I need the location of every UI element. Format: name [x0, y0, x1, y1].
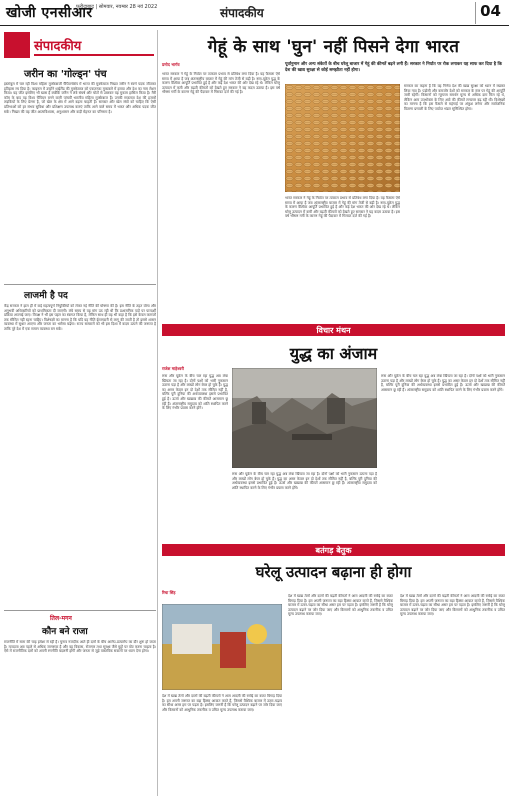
main-body-right: सरकार का कहना है कि यह निर्णय देश की खाद्य सुरक्षा को ध्यान में रखकर लिया गया है। पड़ोसी और कमजोर देशों को सरकार के स्तर पर गेहूं की आपूर्ति जारी रहेगी। किसानों को न्यूनतम समर्थन मूल्य से अधिक दाम मिल रहे थे, लेकिन आम उपभोक्ता के लिए आटे की कीमतें लगातार बढ़ रही थीं। विशेषज्ञों का मानना है कि इस फैसले से महंगाई पर अंकुश लगेगा और सार्वजनिक वितरण प्रणाली के लिए पर्याप्त भंडार सुनिश्चित होगा।: [404, 84, 505, 111]
vichar-headline: युद्ध का अंजाम: [289, 344, 378, 363]
column-body: राजनीति में सत्ता की चाह हमेशा से रही है। चुनाव नजदीक आते ही दलों के बीच आरोप-प्रत्यारोप का दौर शुरू हो जाता है। मतदाता अब पहले से अधिक जागरूक है और वह विकास, रोजगार तथा सुरक्षा जैसे मुद्दों पर वोट करना चाहता है। ऐसे में राजनीतिक दलों को अपनी रणनीति बदलनी होगी और जनता से जुड़े वास्तविक सवालों पर ध्यान देना होगा।: [4, 640, 156, 654]
divider: [4, 610, 156, 611]
vichar-byline: राजेश माहेश्वरी: [162, 366, 184, 371]
batangad-banner: [162, 544, 505, 556]
vichar-body-right: रूस और यूक्रेन के बीच चल रहा युद्ध अब लंबा खिंचता जा रहा है। दोनों पक्षों को भारी नुकसान उठाना पड़ा है और लाखों लोग बेघर हो चुके हैं। युद्ध का असर केवल इन दो देशों तक सीमित नहीं है, बल्कि पूरी दुनिया की अर्थव्यवस्था इससे प्रभावित हुई है। ऊर्जा और खाद्यान्न की कीमतें आसमान छू रही हैं। अंतरराष्ट्रीय समुदाय को शांति स्थापित करने के लिए गंभीर प्रयास करने होंगे।: [381, 374, 505, 392]
batangad-headline: घरेलू उत्पादन बढ़ाना ही होगा: [255, 563, 412, 581]
editorial-color-block: [4, 32, 30, 58]
column-rule: [157, 30, 158, 796]
editorial-label: संपादकीय: [34, 39, 82, 54]
main-body-left: भारत सरकार ने गेहूं के निर्यात पर तत्काल प्रभाव से प्रतिबंध लगा दिया है। यह फैसला ऐसे समय में आया है जब अंतरराष्ट्रीय बाजार में गेहूं की मांग तेजी से बढ़ी है। रूस-यूक्रेन युद्ध के कारण वैश्विक आपूर्ति प्रभावित हुई है और कई देश भारत की ओर देख रहे थे। लेकिन घरेलू उत्पादन में कमी और बढ़ती कीमतों को देखते हुए सरकार ने यह कदम उठाया है। इस वर्ष भीषण गर्मी के कारण गेहूं की पैदावार में गिरावट दर्ज की गई है।: [162, 72, 280, 95]
editorial-lead-body: इस्तांबुल में चल रही विश्व महिला मुक्केबाजी चैंपियनशिप में भारत की मुक्केबाज निखत जरीन ने स्वर्ण पदक जीतकर इतिहास रच दिया है। फाइनल में उन्होंने थाईलैंड की मुक्केबाज को एकतरफा मुकाबले में हराया और देश का नाम रोशन किया। यह जीत इसलिए भी खास है क्योंकि जरीन ने लंबे संघर्ष और चोटों से उबरकर यह मुकाम हासिल किया है। मैरी कॉम के बाद वह विश्व चैंपियन बनने वाली पांचवीं भारतीय महिला मुक्केबाज हैं। उनकी सफलता देश की हजारों लड़कियों के लिए प्रेरणा है, जो खेल के क्षेत्र में आगे बढ़ना चाहती हैं। सरकार और खेल संघों को चाहिए कि ऐसी प्रतिभाओं को हर संभव सुविधा और प्रशिक्षण उपलब्ध कराएं ताकि आने वाले समय में भारत और अधिक पदक जीत सके। निखत की यह जीत आत्मविश्वास, अनुशासन और कड़ी मेहनत का परिणाम है।: [4, 82, 156, 114]
vichar-banner: [162, 324, 505, 336]
editorial-underline: [34, 54, 154, 56]
main-headline: गेहूं के साथ 'घुन' नहीं पिसने देगा भारत: [207, 37, 460, 57]
batangad-byline: रिचा सिंह: [162, 590, 176, 595]
column-label: तिल-मगन: [50, 615, 72, 622]
dateline: फरीदाबाद | सोमवार, नवम्बर 28 नवं 2022: [76, 4, 158, 10]
vichar-banner-label: विचार मंथन: [316, 326, 351, 335]
farming-image: [162, 604, 282, 690]
vichar-body-center: रूस और यूक्रेन के बीच चल रहा युद्ध अब लंबा खिंचता जा रहा है। दोनों पक्षों को भारी नुकसान उठाना पड़ा है और लाखों लोग बेघर हो चुके हैं। युद्ध का असर केवल इन दो देशों तक सीमित नहीं है, बल्कि पूरी दुनिया की अर्थव्यवस्था इससे प्रभावित हुई है। ऊर्जा और खाद्यान्न की कीमतें आसमान छू रही हैं। अंतरराष्ट्रीय समुदाय को शांति स्थापित करने के लिए गंभीर प्रयास करने होंगे।: [232, 472, 377, 490]
page-number: 04: [475, 2, 505, 24]
divider: [4, 284, 156, 285]
section-title: संपादकीय: [220, 6, 264, 20]
main-deck: पूर्वानुमान और अन्य संकेतों के बीच घरेलू बाजार में गेहूं की कीमतें बढ़ने लगी हैं। सरकार ने निर्यात पर रोक लगाकर यह साफ कर दिया है कि देश की खाद्य सुरक्षा से कोई समझौता नहीं होगा।: [285, 62, 502, 73]
editorial-second-body: केंद्र सरकार ने हाल ही में कई महत्वपूर्ण नियुक्तियों को लेकर नई नीति की घोषणा की है। इस नीति के तहत योग्य और अनुभवी अधिकारियों को प्राथमिकता दी जाएगी। लंबे समय से यह मांग उठ रही थी कि प्रशासनिक पदों पर पारदर्शी प्रक्रिया अपनाई जाए। विपक्ष ने भी इस पहल का स्वागत किया है, लेकिन साथ ही यह भी कहा है कि इसे केवल कागजों तक सीमित नहीं रहना चाहिए। विशेषज्ञों का मानना है कि यदि यह नीति ईमानदारी से लागू की जाती है तो इससे शासन व्यवस्था में सुधार आएगा और जनता का भरोसा बढ़ेगा। राज्य सरकारों को भी इस दिशा में कदम उठाने की जरूरत है ताकि पूरे देश में एक समान व्यवस्था बन सके।: [4, 304, 156, 331]
main-body-center: भारत सरकार ने गेहूं के निर्यात पर तत्काल प्रभाव से प्रतिबंध लगा दिया है। यह फैसला ऐसे समय में आया है जब अंतरराष्ट्रीय बाजार में गेहूं की मांग तेजी से बढ़ी है। रूस-यूक्रेन युद्ध के कारण वैश्विक आपूर्ति प्रभावित हुई है और कई देश भारत की ओर देख रहे थे। लेकिन घरेलू उत्पादन में कमी और बढ़ती कीमतों को देखते हुए सरकार ने यह कदम उठाया है। इस वर्ष भीषण गर्मी के कारण गेहूं की पैदावार में गिरावट दर्ज की गई है।: [285, 196, 400, 219]
war-ruins-image: [232, 368, 377, 468]
editorial-column: [4, 30, 156, 796]
masthead: खोजी एनसीआर: [6, 5, 93, 21]
batangad-body-center: देश में खाद्य तेलों और दालों की बढ़ती कीमतों ने आम आदमी की रसोई का बजट बिगाड़ दिया है। हम अपनी जरूरत का बड़ा हिस्सा आयात करते हैं, जिससे वैश्विक बाजार में उतार-चढ़ाव का सीधा असर हम पर पड़ता है। इसलिए जरूरी है कि घरेलू उत्पादन बढ़ाने पर जोर दिया जाए और किसानों को आधुनिक तकनीक व उचित मूल्य उपलब्ध कराया जाए।: [288, 594, 393, 617]
editorial-second-title: लाजमी है पद: [24, 291, 68, 301]
main-byline-box: [162, 62, 280, 68]
batangad-body-right: देश में खाद्य तेलों और दालों की बढ़ती कीमतों ने आम आदमी की रसोई का बजट बिगाड़ दिया है। हम अपनी जरूरत का बड़ा हिस्सा आयात करते हैं, जिससे वैश्विक बाजार में उतार-चढ़ाव का सीधा असर हम पर पड़ता है। इसलिए जरूरी है कि घरेलू उत्पादन बढ़ाने पर जोर दिया जाए और किसानों को आधुनिक तकनीक व उचित मूल्य उपलब्ध कराया जाए।: [400, 594, 505, 617]
editorial-lead-title: जरीन का 'गोल्ड्न' पंच: [24, 69, 107, 80]
wheat-grains-image: [285, 84, 400, 192]
editorial-tab: [4, 32, 156, 58]
batangad-banner-label: बतंगड़ बेतुक: [315, 546, 352, 555]
vichar-body-left: रूस और यूक्रेन के बीच चल रहा युद्ध अब लंबा खिंचता जा रहा है। दोनों पक्षों को भारी नुकसान उठाना पड़ा है और लाखों लोग बेघर हो चुके हैं। युद्ध का असर केवल इन दो देशों तक सीमित नहीं है, बल्कि पूरी दुनिया की अर्थव्यवस्था इससे प्रभावित हुई है। ऊर्जा और खाद्यान्न की कीमतें आसमान छू रही हैं। अंतरराष्ट्रीय समुदाय को शांति स्थापित करने के लिए गंभीर प्रयास करने होंगे।: [162, 374, 228, 411]
main-byline: प्रमोद भार्गव: [162, 62, 180, 67]
batangad-body-left: देश में खाद्य तेलों और दालों की बढ़ती कीमतों ने आम आदमी की रसोई का बजट बिगाड़ दिया है। हम अपनी जरूरत का बड़ा हिस्सा आयात करते हैं, जिससे वैश्विक बाजार में उतार-चढ़ाव का सीधा असर हम पर पड़ता है। इसलिए जरूरी है कि घरेलू उत्पादन बढ़ाने पर जोर दिया जाए और किसानों को आधुनिक तकनीक व उचित मूल्य उपलब्ध कराया जाए।: [162, 694, 282, 712]
page-header: [0, 0, 509, 26]
column-title: कौन बने राजा: [42, 627, 88, 637]
